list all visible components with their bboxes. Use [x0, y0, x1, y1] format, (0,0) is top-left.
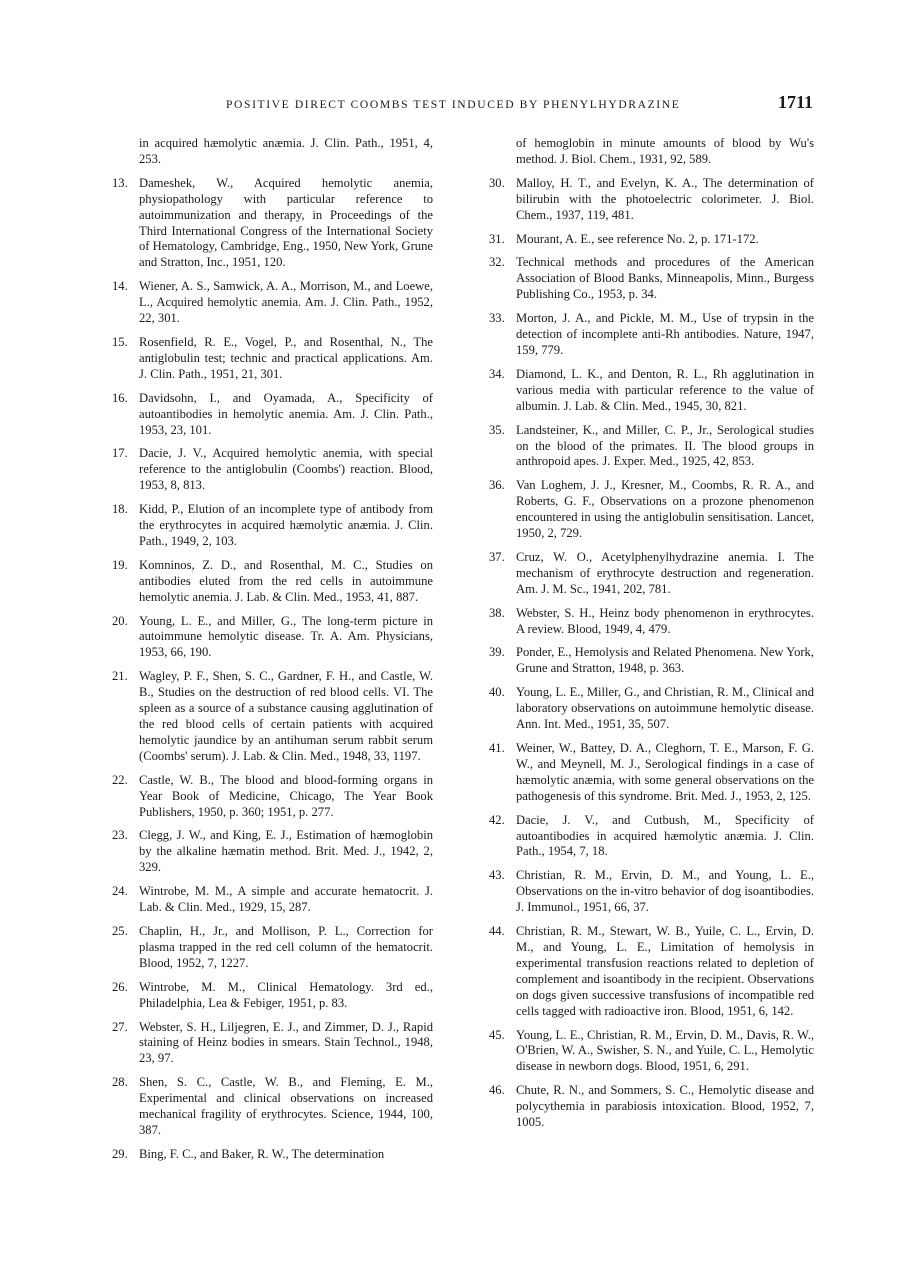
reference-number: 33.: [489, 311, 505, 326]
reference-item: [97, 1020, 433, 1068]
reference-text: Ponder, E., Hemolysis and Related Phenomena. New York, Grune and Stratton, 1948, p. 363.: [516, 645, 814, 676]
reference-number: 46.: [489, 1083, 505, 1098]
reference-number: 44.: [489, 924, 505, 939]
reference-number: 23.: [112, 828, 128, 843]
reference-item: [474, 606, 814, 638]
reference-number: 39.: [489, 645, 505, 660]
reference-text: Van Loghem, J. J., Kresner, M., Coombs, R. R. A., and Roberts, G. F., Observations on a prozone phenomenon encountered in using the antiglobulin sensitisation. Lancet, 1950, 2, 729.: [516, 478, 814, 541]
reference-item: [97, 669, 433, 764]
reference-text: Landsteiner, K., and Miller, C. P., Jr., Serological studies on the blood of the primates. II. The blood groups in anthropoid apes. J. Exper. Med., 1925, 42, 853.: [516, 422, 814, 469]
reference-text: Kidd, P., Elution of an incomplete type of antibody from the erythrocytes in acquired hæmolytic anæmia. J. Clin. Path., 1949, 2, 103.: [139, 502, 433, 548]
page-header: [0, 92, 907, 116]
reference-text: Wiener, A. S., Samwick, A. A., Morrison, M., and Loewe, L., Acquired hemolytic anemia. Am. J. Clin. Path., 1952, 22, 301.: [139, 279, 433, 326]
reference-text: Wintrobe, M. M., A simple and accurate hematocrit. J. Lab. & Clin. Med., 1929, 15, 287.: [139, 884, 433, 915]
reference-item: [97, 176, 433, 271]
reference-item: [474, 550, 814, 598]
reference-item: [474, 311, 814, 359]
reference-text: Rosenfield, R. E., Vogel, P., and Rosenthal, N., The antiglobulin test; technic and practical applications. Am. J. Clin. Path., 1951, 21, 301.: [139, 334, 433, 381]
reference-number: 30.: [489, 175, 505, 190]
reference-number: 14.: [112, 279, 128, 294]
reference-text: Dacie, J. V., and Cutbush, M., Specificity of autoantibodies in acquired hæmolytic anæmia. J. Clin. Path., 1954, 7, 18.: [516, 812, 814, 859]
reference-item: [474, 868, 814, 916]
reference-text: Cruz, W. O., Acetylphenylhydrazine anemia. I. The mechanism of erythrocyte destruction and regeneration. Am. J. M. Sc., 1941, 202, 781.: [516, 549, 814, 596]
reference-item: [97, 924, 433, 972]
reference-item: [474, 1028, 814, 1076]
reference-item: [474, 741, 814, 805]
reference-text: Young, L. E., Miller, G., and Christian, R. M., Clinical and laboratory observations on autoimmune hemolytic disease. Ann. Int. Med., 1951, 35, 507.: [516, 685, 814, 732]
reference-text: Morton, J. A., and Pickle, M. M., Use of trypsin in the detection of incomplete anti-Rh antibodies. Nature, 1947, 159, 779.: [516, 311, 814, 357]
reference-text: Dameshek, W., Acquired hemolytic anemia, physiopathology with particular reference to autoimmunization and therapy, in Proceedings of the Third International Congress of the International Society of Hematology, Cambridge, Eng., 1950, New York, Grune and Stratton, Inc., 1951, 120.: [139, 175, 433, 270]
reference-text: Mourant, A. E., see reference No. 2, p. 171-172.: [516, 231, 759, 246]
reference-text: Technical methods and procedures of the American Association of Blood Banks, Minneapolis, Minn., Burgess Publishing Co., 1953, p. 34.: [516, 255, 814, 302]
reference-number: 37.: [489, 549, 505, 564]
reference-item: [97, 558, 433, 606]
reference-item: [97, 391, 433, 439]
reference-item: [474, 255, 814, 303]
reference-text: Diamond, L. K., and Denton, R. L., Rh agglutination in various media with particular reference to the value of albumin. J. Lab. & Clin. Med., 1945, 30, 821.: [516, 366, 814, 413]
reference-number: 20.: [112, 613, 128, 628]
reference-number: 19.: [112, 557, 128, 572]
references-right-column: [474, 136, 814, 1139]
reference-item: [97, 980, 433, 1012]
reference-number: 25.: [112, 923, 128, 938]
reference-item: [97, 1147, 433, 1163]
reference-number: 36.: [489, 478, 505, 493]
reference-item: [97, 446, 433, 494]
reference-item: [474, 1083, 814, 1131]
reference-text: of hemoglobin in minute amounts of blood by Wu's method. J. Biol. Chem., 1931, 92, 589.: [516, 136, 814, 166]
reference-number: 43.: [489, 868, 505, 883]
reference-item: [474, 136, 814, 168]
reference-text: Webster, S. H., Heinz body phenomenon in erythrocytes. A review. Blood, 1949, 4, 479.: [516, 605, 814, 636]
reference-number: 13.: [112, 175, 128, 190]
reference-number: 34.: [489, 366, 505, 381]
reference-item: [474, 423, 814, 471]
reference-number: 40.: [489, 685, 505, 700]
reference-text: Webster, S. H., Liljegren, E. J., and Zimmer, D. J., Rapid staining of Heinz bodies in smears. Stain Technol., 1948, 23, 97.: [139, 1019, 433, 1066]
reference-item: [474, 478, 814, 542]
reference-text: Bing, F. C., and Baker, R. W., The determination: [139, 1146, 385, 1161]
running-title: POSITIVE DIRECT COOMBS TEST INDUCED BY PHENYLHYDRAZINE: [226, 98, 681, 111]
reference-text: Shen, S. C., Castle, W. B., and Fleming, E. M., Experimental and clinical observations on increased mechanical fragility of erythrocytes. Science, 1944, 100, 387.: [139, 1075, 433, 1137]
reference-text: Dacie, J. V., Acquired hemolytic anemia, with special reference to the antiglobulin (Coombs') reaction. Blood, 1953, 8, 813.: [139, 446, 433, 493]
reference-number: 35.: [489, 422, 505, 437]
reference-text: Wintrobe, M. M., Clinical Hematology. 3rd ed., Philadelphia, Lea & Febiger, 1951, p. 83.: [139, 979, 433, 1010]
reference-item: [97, 614, 433, 662]
reference-item: [97, 773, 433, 821]
reference-item: [97, 1075, 433, 1139]
reference-text: Castle, W. B., The blood and blood-forming organs in Year Book of Medicine, Chicago, The Year Book Publishers, 1950, p. 360; 1951, p. 277.: [139, 772, 433, 819]
reference-item: [474, 232, 814, 248]
reference-number: 32.: [489, 255, 505, 270]
reference-text: Komninos, Z. D., and Rosenthal, M. C., Studies on antibodies eluted from the red cells in autoimmune hemolytic anemia. J. Lab. & Clin. Med., 1953, 41, 887.: [139, 557, 433, 604]
reference-number: 24.: [112, 884, 128, 899]
reference-item: [97, 279, 433, 327]
reference-number: 45.: [489, 1027, 505, 1042]
reference-item: [97, 502, 433, 550]
reference-item: [474, 924, 814, 1019]
reference-number: 42.: [489, 812, 505, 827]
reference-number: 38.: [489, 605, 505, 620]
reference-number: 27.: [112, 1019, 128, 1034]
reference-item: [474, 367, 814, 415]
reference-number: 18.: [112, 502, 128, 517]
reference-number: 15.: [112, 334, 128, 349]
reference-text: Young, L. E., Christian, R. M., Ervin, D. M., Davis, R. W., O'Brien, W. A., Swisher, S. N., and Yuile, C. L., Hemolytic disease in newborn dogs. Blood, 1951, 6, 291.: [516, 1027, 814, 1074]
page-number: 1711: [778, 92, 814, 112]
reference-text: Davidsohn, I., and Oyamada, A., Specificity of autoantibodies in hemolytic anemia. Am. J. Clin. Path., 1953, 23, 101.: [139, 390, 433, 437]
reference-item: [474, 685, 814, 733]
reference-text: Young, L. E., and Miller, G., The long-term picture in autoimmune hemolytic disease. Tr. A. Am. Physicians, 1953, 66, 190.: [139, 613, 433, 660]
reference-item: [97, 136, 433, 168]
reference-number: 22.: [112, 772, 128, 787]
reference-item: [97, 884, 433, 916]
reference-text: Christian, R. M., Ervin, D. M., and Young, L. E., Observations on the in-vitro behavior of dog isoantibodies. J. Immunol., 1951, 66, 37.: [516, 868, 814, 915]
reference-text: Chute, R. N., and Sommers, S. C., Hemolytic disease and polycythemia in parabiosis intoxication. Blood, 1952, 7, 1005.: [516, 1083, 814, 1130]
reference-text: Clegg, J. W., and King, E. J., Estimation of hæmoglobin by the alkaline hæmatin method. Brit. Med. J., 1942, 2, 329.: [139, 828, 433, 875]
reference-number: 31.: [489, 231, 505, 246]
reference-item: [97, 335, 433, 383]
references-left-column: [97, 136, 433, 1171]
reference-item: [97, 828, 433, 876]
reference-text: Chaplin, H., Jr., and Mollison, P. L., Correction for plasma trapped in the red cell column of the hematocrit. Blood, 1952, 7, 1227.: [139, 923, 433, 970]
reference-item: [474, 176, 814, 224]
reference-number: 17.: [112, 446, 128, 461]
reference-number: 16.: [112, 390, 128, 405]
reference-text: Wagley, P. F., Shen, S. C., Gardner, F. H., and Castle, W. B., Studies on the destruction of red blood cells. VI. The spleen as a source of a substance causing agglutination of the red blood cells of certain patients with acquired hemolytic jaundice by an antihuman serum rabbit serum (Coombs' serum). J. Lab. & Clin. Med., 1948, 33, 1197.: [139, 669, 433, 763]
reference-item: [474, 645, 814, 677]
reference-number: 28.: [112, 1075, 128, 1090]
reference-text: Weiner, W., Battey, D. A., Cleghorn, T. E., Marson, F. G. W., and Meynell, M. J., Serological findings in a case of hæmolytic anæmia, with some general observations on the pathogenesis of this syndrome. Brit. Med. J., 1953, 2, 125.: [516, 741, 814, 803]
reference-item: [474, 813, 814, 861]
reference-number: 41.: [489, 741, 505, 755]
reference-number: 21.: [112, 669, 128, 684]
reference-number: 29.: [112, 1146, 128, 1161]
reference-text: Christian, R. M., Stewart, W. B., Yuile, C. L., Ervin, D. M., and Young, L. E., Limitation of hemolysis in experimental transfusion reactions related to depletion of complement and isoantibody in the recipient. Observations on dogs given successive transfusions of incompatible red cells tagged with radioactive iron. Blood, 1951, 6, 142.: [516, 924, 814, 1018]
reference-text: in acquired hæmolytic anæmia. J. Clin. Path., 1951, 4, 253.: [139, 136, 433, 166]
reference-number: 26.: [112, 979, 128, 994]
reference-text: Malloy, H. T., and Evelyn, K. A., The determination of bilirubin with the photoelectric colorimeter. J. Biol. Chem., 1937, 119, 481.: [516, 175, 814, 222]
